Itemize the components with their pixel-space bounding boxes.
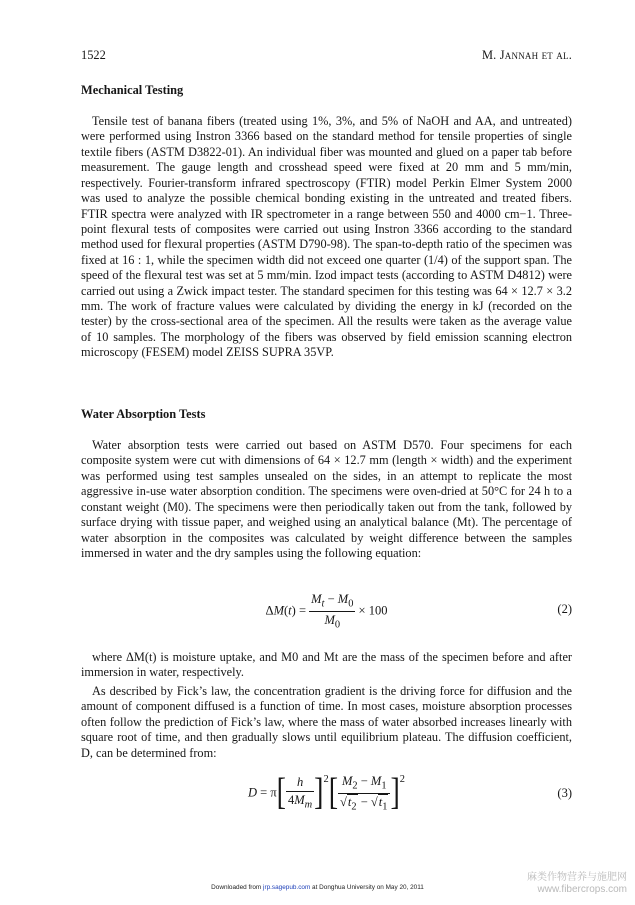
journal-link[interactable]: jrp.sagepub.com [263, 884, 311, 891]
section-title-water-absorption: Water Absorption Tests [81, 407, 206, 421]
site-watermark: 麻类作物营养与施肥网 www.fibercrops.com [527, 872, 627, 895]
equation-3: D = π[ $\frac{h}{4M_m}$ ]$^2$[ $\frac{M_2 - M_1}{√t_2 - √t_1}$ ]$^2$ (3) [248, 771, 572, 814]
paragraph-moisture-uptake: where ΔM(t) is moisture uptake, and M0 and Mt are the mass of the specimen before and after immersion in water, respectively. [81, 650, 572, 680]
download-footer: Downloaded from jrp.sagepub.com at Donghua University on May 20, 2011 [211, 884, 424, 891]
page-number: 1522 [81, 48, 106, 62]
section-title-mechanical-testing: Mechanical Testing [81, 83, 184, 97]
running-head-authors: M. Jannah et al. [481, 48, 572, 62]
paragraph-mechanical-testing: Tensile test of banana fibers (treated using 1%, 3%, and 5% of NaOH and AA, and untreated) were performed using Instron 3366 based on the standard method for tensile properties of single textile fibers (ASTM D3822-01). An individual fiber was mounted and glued on a paper tab before measurement. The gauge length and crosshead speed were fixed at 20 mm and 5 mm/min, respectively. Fourier-transform infrared spectroscopy (FTIR) model Perkin Elmer System 2000 was used to analyze the possible chemical bonding existing in the untreated and treated fibers. FTIR spectra were analyzed with IR spectrometer in a range between 550 and 4000 cm−1. Three-point flexural tests of composites were carried out using Instron 3366 according to the standard method used for flexural properties (ASTM D790-98). The span-to-depth ratio of the specimen was fixed at 16 : 1, while the specimen width did not exceed one quarter (1/4) of the support span. The speed of the flexural test was set at 5 mm/min. Izod impact tests (according to ASTM D4812) were carried out using a Zwick impact tester. The standard specimen for this testing was 64 × 12.7 × 3.2 mm. The work of fracture values were calculated by dividing the energy in kJ (recorded on the tester) by the cross-sectional area of the specimen. All the results were taken as the average value of 10 samples. The morphology of the fibers was observed by field emission scanning electron microscopy (FESEM) model ZEISS SUPRA 35VP. [81, 114, 572, 360]
running-head [81, 48, 572, 64]
paragraph-ficks-law: As described by Fick’s law, the concentration gradient is the driving force for diffusion and the amount of component diffused is a function of time. In most cases, moisture absorption processes often follow the prediction of Fick’s law, where the mass of water absorbed increases linearly with square root of time, and then gradually slows until equilibrium plateau. The diffusion coefficient, D, can be determined from: [81, 684, 572, 760]
equation-2: ΔM(t) = $\frac{M_t - M_0}{M_0}$ × 100 (2) [265, 592, 572, 630]
paragraph-water-absorption-method: Water absorption tests were carried out based on ASTM D570. Four specimens for each composite system were cut with dimensions of 64 × 12.7 mm (length × width) and the experiment was performed using test samples unsealed on the sides, in an attempt to replicate the most aggressive in-use water absorption condition. The specimens were oven-dried at 50°C for 24 h to a constant weight (M0). The specimens were then periodically taken out from the tank, followed by surface drying with tissue paper, and weighed using an analytical balance (Mt). The percentage of water absorption in the composites was calculated by weight difference between the samples immersed in water and the dry samples using the following equation: [81, 438, 572, 560]
equation-2-number: (2) [557, 602, 572, 616]
equation-3-number: (3) [557, 786, 572, 800]
